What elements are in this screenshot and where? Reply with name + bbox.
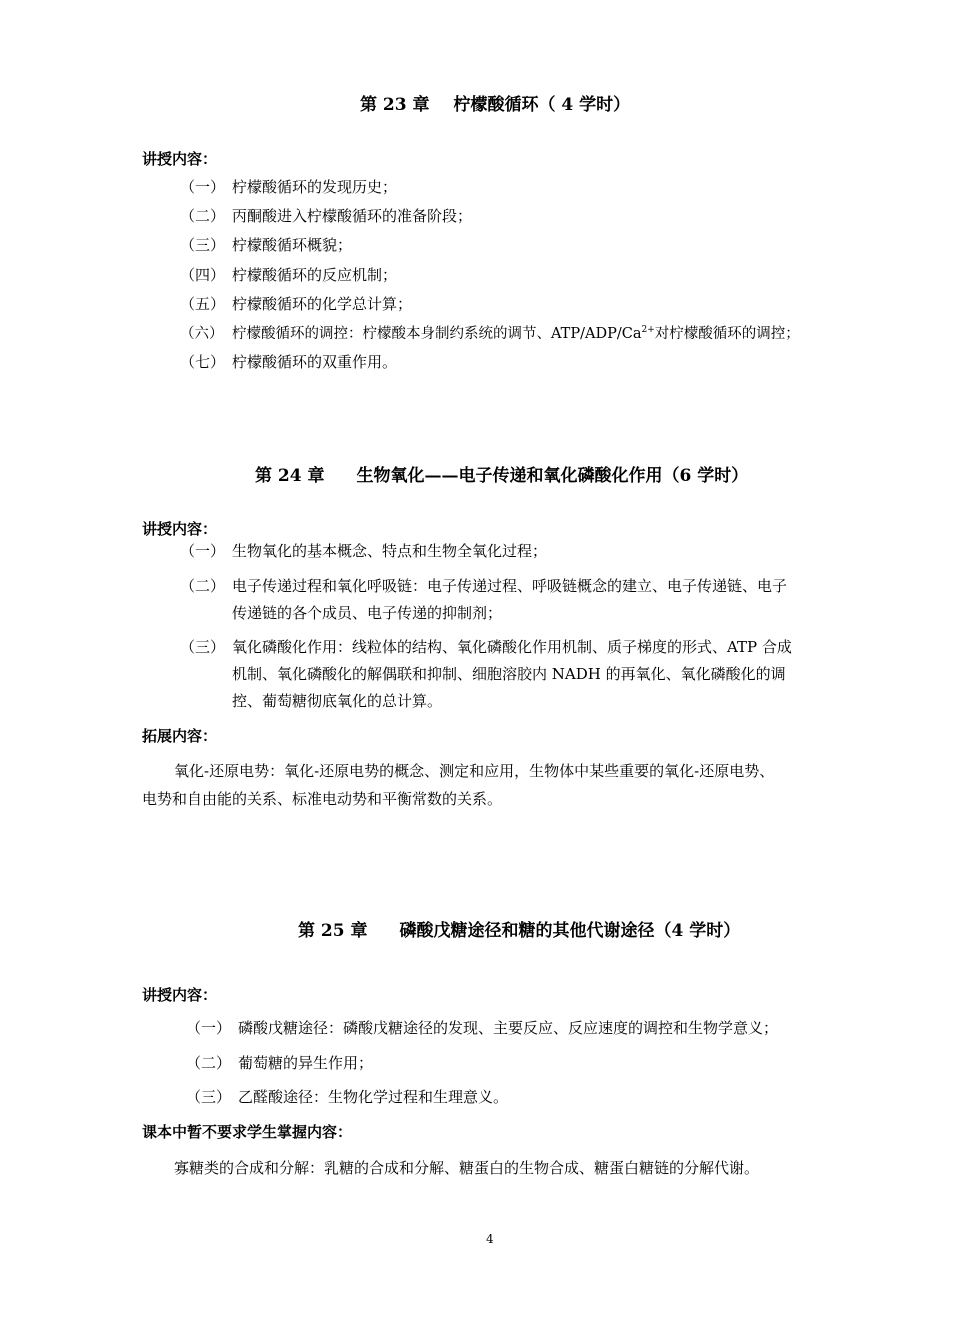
chapter-25-number: 第 25 章 (298, 921, 368, 941)
chapter-23-item-3: （三） 柠檬酸循环概貌； (180, 236, 353, 254)
chapter-24-item-2-cont: 传递链的各个成员、电子传递的抑制剂； (232, 604, 503, 622)
chapter-25-not-required-text: 寡糖类的合成和分解：乳糖的合成和分解、糖蛋白的生物合成、糖蛋白糖链的分解代谢。 (174, 1159, 760, 1177)
chapter-24-number: 第 24 章 (255, 466, 325, 486)
chapter-25-item-1: （一） 磷酸戊糖途径：磷酸戊糖途径的发现、主要反应、反应速度的调控和生物学意义； (186, 1019, 779, 1037)
chapter-24-name: 生物氧化——电子传递和氧化磷酸化作用（6 学时） (356, 466, 749, 486)
chapter-25-not-required-heading: 课本中暂不要求学生掌握内容： (142, 1123, 353, 1141)
chapter-23-number: 第 23 章 (360, 95, 430, 115)
chapter-24-item-3-cont-2: 控、葡萄糖彻底氧化的总计算。 (232, 692, 443, 710)
chapter-24-item-3-cont-1: 机制、氧化磷酸化的解偶联和抑制、细胞溶胶内 NADH 的再氧化、氧化磷酸化的调 (232, 665, 786, 683)
chapter-24-item-3: （三） 氧化磷酸化作用：线粒体的结构、氧化磷酸化作用机制、质子梯度的形式、ATP 合成 (180, 638, 792, 656)
chapter-23-item-6: （六） 柠檬酸循环的调控：柠檬酸本身制约系统的调节、ATP/$ADP/Ca^{2+}$对柠檬酸循环的调控； (180, 325, 800, 342)
chapter-23-lecture-heading: 讲授内容： (142, 150, 218, 168)
page-number: 4 (486, 1232, 494, 1246)
chapter-25-item-2: （二） 葡萄糖的异生作用； (186, 1054, 374, 1072)
chapter-24-lecture-heading: 讲授内容： (142, 520, 218, 538)
chapter-25-title (298, 916, 740, 941)
chapter-23-name: 柠檬酸循环（ 4 学时） (453, 95, 631, 115)
chapter-23-item-4: （四） 柠檬酸循环的反应机制； (180, 266, 398, 284)
chapter-24-item-1: （一） 生物氧化的基本概念、特点和生物全氧化过程； (180, 542, 548, 560)
chapter-25-lecture-heading: 讲授内容： (142, 986, 218, 1004)
chapter-24-extension-line-2: 电势和自由能的关系、标准电动势和平衡常数的关系。 (142, 790, 503, 808)
chapter-23-item-1: （一） 柠檬酸循环的发现历史； (180, 178, 398, 196)
chapter-23-item-7: （七） 柠檬酸循环的双重作用。 (180, 353, 398, 371)
chapter-23-item-5: （五） 柠檬酸循环的化学总计算； (180, 295, 413, 313)
chapter-25-item-3: （三） 乙醛酸途径：生物化学过程和生理意义。 (186, 1088, 509, 1106)
chapter-24-title (255, 461, 748, 486)
chapter-25-name: 磷酸戊糖途径和糖的其他代谢途径（4 学时） (399, 921, 741, 941)
chapter-24-item-2: （二） 电子传递过程和氧化呼吸链：电子传递过程、呼吸链概念的建立、电子传递链、电子 (180, 577, 788, 595)
chapter-24-extension-heading: 拓展内容： (142, 727, 218, 745)
chapter-23-item-2: （二） 丙酮酸进入柠檬酸循环的准备阶段； (180, 207, 473, 225)
chapter-24-extension-line-1: 氧化-还原电势：氧化-还原电势的概念、测定和应用，生物体中某些重要的氧化-还原电势、 (174, 762, 775, 780)
chapter-23-title (360, 90, 630, 115)
